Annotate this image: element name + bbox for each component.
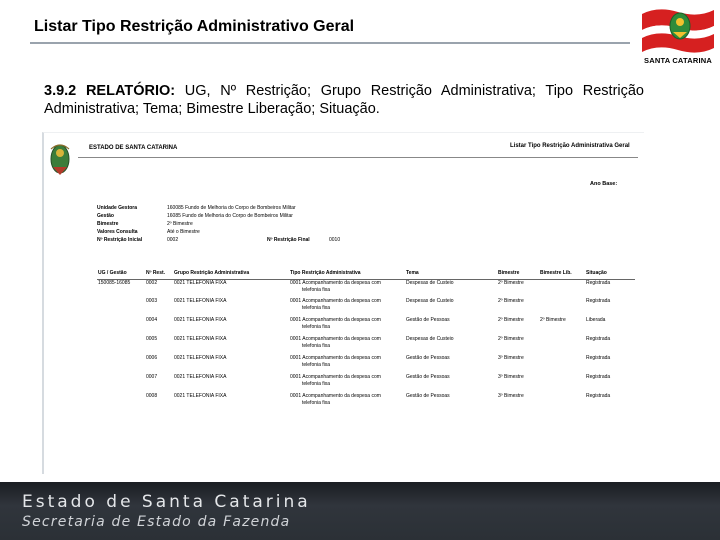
cell-ug xyxy=(97,317,145,336)
cell-tema: Despesas de Custeio xyxy=(406,298,454,304)
cell-tema: Gestão de Pessoas xyxy=(406,355,450,361)
filter-label: Nº Restrição Inicial xyxy=(97,237,143,243)
cell-grupo: 0021 TELEFONIA FIXA xyxy=(174,298,227,304)
logo-caption: SANTA CATARINA xyxy=(644,56,712,65)
cell-bimestre: 2º Bimestre xyxy=(498,317,524,323)
cell-tipo-line2: telefonia fixa xyxy=(302,362,331,368)
cell-bim-lib xyxy=(539,355,585,374)
column-header-tipo: Tipo Restrição Administrativa xyxy=(289,268,405,279)
table-row xyxy=(97,279,635,298)
description-lead: 3.9.2 RELATÓRIO: xyxy=(44,83,176,99)
filter-row xyxy=(97,221,397,229)
cell-tipo-line2: telefonia fixa xyxy=(302,305,331,311)
cell-num: 0006 xyxy=(146,355,158,361)
cell-bimestre: 3º Bimestre xyxy=(498,374,524,380)
filter-value: Até o Bimestre xyxy=(167,229,200,235)
cell-num: 0004 xyxy=(146,317,158,323)
report-preview xyxy=(42,132,644,474)
filter-value: 0002 xyxy=(167,237,179,243)
column-header-tema: Tema xyxy=(405,268,497,279)
filter-value: 160085 Fundo de Melhoria do Corpo de Bombeiros Militar xyxy=(167,205,296,211)
cell-tipo-line2: telefonia fixa xyxy=(302,343,331,349)
cell-tipo-line2: telefonia fixa xyxy=(302,381,331,387)
cell-tipo-line1: Acompanhamento da despesa com xyxy=(302,317,381,323)
year-label: Ano Base: xyxy=(590,181,618,187)
description-text: UG, Nº Restrição; Grupo Restrição Administrativa; Tipo Restrição Administrativa; Tema; Bimestre Liberação; Situação. xyxy=(44,83,644,117)
cell-grupo: 0021 TELEFONIA FIXA xyxy=(174,393,227,399)
cell-situacao: Registrada xyxy=(586,393,611,399)
footer-secretariat: Secretaria de Estado da Fazenda xyxy=(22,514,291,530)
cell-situacao: Registrada xyxy=(586,374,611,380)
column-header-ug: UG / Gestão xyxy=(97,268,145,279)
cell-bim-lib xyxy=(539,374,585,393)
slide-title: Listar Tipo Restrição Administrativo Geral xyxy=(34,18,355,35)
filter-row xyxy=(97,237,397,245)
cell-tipo-line1: Acompanhamento da despesa com xyxy=(302,355,381,361)
cell-tipo-line1: Acompanhamento da despesa com xyxy=(302,336,381,342)
cell-ug: 150085-16085 xyxy=(98,279,131,286)
cell-ug xyxy=(97,336,145,355)
filter-row xyxy=(97,229,397,237)
cell-tipo xyxy=(289,317,405,336)
column-header-grupo: Grupo Restrição Administrativa xyxy=(173,268,289,279)
cell-tipo-code: 0001 xyxy=(290,374,302,380)
report-header-title: Listar Tipo Restrição Administrativa Geral xyxy=(510,143,630,149)
filter-value: 2º Bimestre xyxy=(167,221,193,227)
cell-num: 0008 xyxy=(146,393,158,399)
filter-row xyxy=(97,213,397,221)
cell-grupo: 0021 TELEFONIA FIXA xyxy=(174,355,227,361)
filter-label: Gestão xyxy=(97,213,114,219)
cell-tipo-code: 0001 xyxy=(290,298,302,304)
cell-grupo: 0021 TELEFONIA FIXA xyxy=(174,279,227,286)
cell-tema: Despesas de Custeio xyxy=(406,336,454,342)
filter-row xyxy=(97,205,397,213)
cell-situacao: Liberada xyxy=(586,317,606,323)
cell-ug xyxy=(97,374,145,393)
final-restriction-label: Nº Restrição Final xyxy=(267,237,310,243)
cell-num: 0005 xyxy=(146,336,158,342)
cell-tipo-code: 0001 xyxy=(290,317,302,323)
cell-tipo-line1: Acompanhamento da despesa com xyxy=(302,298,381,304)
column-header-bimestre: Bimestre xyxy=(497,268,539,279)
cell-bim-lib xyxy=(539,298,585,317)
cell-tema: Gestão de Pessoas xyxy=(406,393,450,399)
cell-situacao: Registrada xyxy=(586,336,611,342)
cell-grupo: 0021 TELEFONIA FIXA xyxy=(174,336,227,342)
cell-tipo xyxy=(289,355,405,374)
flag-emblem-icon xyxy=(640,4,716,54)
table-row xyxy=(97,355,635,374)
cell-num: 0003 xyxy=(146,298,158,304)
cell-bimestre: 2º Bimestre xyxy=(498,279,524,286)
table-row xyxy=(97,393,635,412)
cell-bimestre: 3º Bimestre xyxy=(498,355,524,361)
table-row xyxy=(97,336,635,355)
cell-bim-lib xyxy=(539,393,585,412)
cell-situacao: Registrada xyxy=(586,355,611,361)
report-header-state: ESTADO DE SANTA CATARINA xyxy=(89,145,178,151)
column-header-situacao: Situação xyxy=(585,268,635,279)
title-divider xyxy=(30,42,630,44)
cell-tipo-line1: Acompanhamento da despesa com xyxy=(302,374,381,380)
cell-tipo-line1: Acompanhamento da despesa com xyxy=(302,279,381,286)
filter-label: Valores Consulta xyxy=(97,229,138,235)
filter-value: 16085 Fundo de Melhoria do Corpo de Bombeiros Militar xyxy=(167,213,293,219)
footer-banner xyxy=(0,482,720,540)
cell-tipo xyxy=(289,393,405,412)
cell-tipo xyxy=(289,374,405,393)
state-crest-icon xyxy=(48,139,72,179)
table-header-row xyxy=(97,268,635,279)
final-restriction-value: 0010 xyxy=(329,237,341,243)
cell-bim-lib: 2º Bimestre xyxy=(540,317,566,323)
santa-catarina-logo xyxy=(636,4,716,68)
report-filters xyxy=(97,205,397,245)
cell-tipo-code: 0001 xyxy=(290,279,302,286)
filter-label: Bimestre xyxy=(97,221,119,227)
cell-tipo-line2: telefonia fixa xyxy=(302,324,331,330)
cell-situacao: Registrada xyxy=(586,298,611,304)
cell-tema: Despesas de Custeio xyxy=(406,279,454,286)
cell-num: 0007 xyxy=(146,374,158,380)
table-row xyxy=(97,298,635,317)
restriction-table xyxy=(97,268,635,412)
table-row xyxy=(97,317,635,336)
cell-ug xyxy=(97,298,145,317)
cell-tipo-code: 0001 xyxy=(290,336,302,342)
cell-tipo-code: 0001 xyxy=(290,393,302,399)
column-header-num: Nº Rest. xyxy=(145,268,173,279)
footer-state-name: Estado de Santa Catarina xyxy=(22,492,311,512)
cell-ug xyxy=(97,355,145,374)
cell-bimestre: 2º Bimestre xyxy=(498,298,524,304)
cell-ug xyxy=(97,393,145,412)
description xyxy=(44,82,644,118)
cell-grupo: 0021 TELEFONIA FIXA xyxy=(174,374,227,380)
column-header-bim-lib: Bimestre Lib. xyxy=(539,268,585,279)
cell-tema: Gestão de Pessoas xyxy=(406,374,450,380)
cell-num: 0002 xyxy=(146,279,158,286)
cell-tipo xyxy=(289,279,405,298)
cell-tipo xyxy=(289,336,405,355)
cell-tema: Gestão de Pessoas xyxy=(406,317,450,323)
cell-bimestre: 3º Bimestre xyxy=(498,393,524,399)
cell-situacao: Registrada xyxy=(586,279,611,286)
cell-bim-lib xyxy=(539,279,585,298)
cell-tipo-line2: telefonia fixa xyxy=(302,286,331,293)
cell-tipo-code: 0001 xyxy=(290,355,302,361)
cell-tipo xyxy=(289,298,405,317)
cell-grupo: 0021 TELEFONIA FIXA xyxy=(174,317,227,323)
cell-bim-lib xyxy=(539,336,585,355)
filter-label: Unidade Gestora xyxy=(97,205,138,211)
report-divider xyxy=(78,157,638,158)
cell-tipo-line2: telefonia fixa xyxy=(302,400,331,406)
cell-tipo-line1: Acompanhamento da despesa com xyxy=(302,393,381,399)
table-row xyxy=(97,374,635,393)
cell-bimestre: 2º Bimestre xyxy=(498,336,524,342)
